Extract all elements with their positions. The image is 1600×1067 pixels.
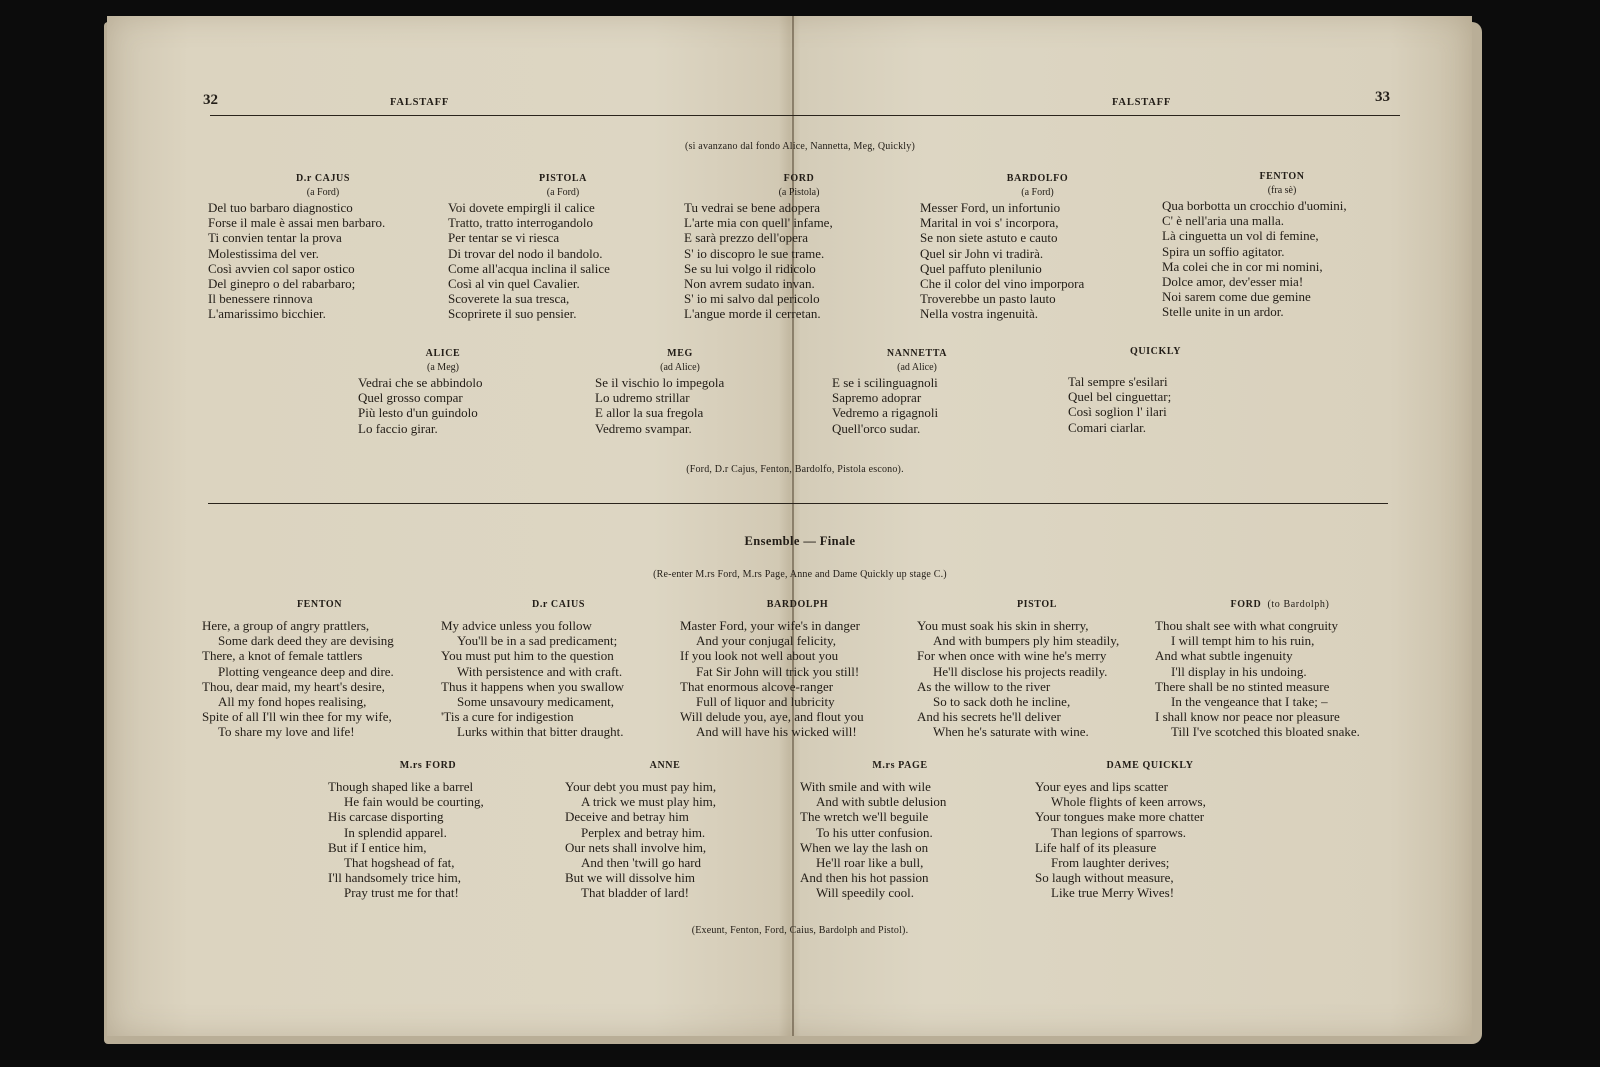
verse-line: Stelle unite in un ardor. (1162, 304, 1284, 320)
verse-line: Per tentar se vi riesca (448, 230, 560, 246)
verse-line: So laugh without measure, (1035, 870, 1174, 886)
en-part-caius (441, 599, 676, 740)
verse-line: Master Ford, your wife's in danger (680, 618, 860, 633)
character-name: M.rs PAGE (872, 760, 928, 771)
en-part-bardolph (680, 599, 915, 740)
verse-line: In the vengeance that I take; – (1171, 694, 1328, 710)
verse-line: And will have his wicked will! (696, 724, 857, 740)
verse-line: The wretch we'll beguile (800, 809, 929, 825)
verse-line: Che il color del vino imporpora (920, 276, 1085, 292)
verse-line: Se il vischio lo impegola (595, 375, 725, 390)
verse-lines (358, 375, 528, 436)
verse-line: L'angue morde il cerretan. (684, 306, 821, 322)
verse-line: When he's saturate with wine. (933, 724, 1089, 740)
verse-line: Molestissima del ver. (208, 245, 319, 261)
verse-line: Se non siete astuto e cauto (920, 230, 1058, 246)
verse-line: He'll disclose his projects readily. (933, 663, 1108, 679)
verse-line: Troverebbe un pasto lauto (920, 291, 1056, 307)
verse-line: You must soak his skin in sherry, (917, 618, 1089, 633)
verse-line: S' io mi salvo dal pericolo (684, 291, 820, 307)
verse-line: My advice unless you follow (441, 618, 592, 633)
verse-line: A trick we must play him, (581, 794, 717, 810)
it-part-cajus (208, 173, 438, 322)
verse-line: With smile and with wile (800, 779, 931, 794)
verse-line: E allor la sua fregola (595, 405, 704, 421)
verse-line: Though shaped like a barrel (328, 779, 474, 794)
verse-lines (684, 200, 914, 322)
verse-line: When we lay the lash on (800, 839, 929, 855)
running-head-right: FALSTAFF (1112, 97, 1172, 108)
character-name: BARDOLPH (766, 599, 829, 610)
verse-line: Vedremo a rigagnoli (832, 405, 939, 421)
character-direction: (ad Alice) (897, 362, 937, 373)
verse-line: There, a knot of female tattlers (202, 648, 363, 664)
verse-line: Your debt you must pay him, (565, 779, 717, 794)
it-part-quickly (1068, 346, 1243, 435)
character-name: FENTON (1259, 171, 1305, 182)
verse-line: Fat Sir John will trick you still! (696, 663, 860, 679)
verse-line: Noi sarem come due gemine (1162, 289, 1311, 305)
verse-line: He'll roar like a bull, (816, 855, 924, 871)
verse-line: I'll handsomely trice him, (328, 870, 462, 886)
verse-line: Spite of all I'll win thee for my wife, (202, 709, 392, 725)
en-part-anne (565, 760, 765, 901)
verse-line: From laughter derives; (1051, 855, 1170, 871)
verse-line: But if I entice him, (328, 839, 427, 855)
stage-direction-italian-top: (si avanzano dal fondo Alice, Nannetta, Meg, Quickly) (685, 141, 915, 152)
verse-line: Some dark deed they are devising (218, 633, 394, 649)
header-rule (210, 115, 1400, 116)
verse-line: You must put him to the question (441, 648, 614, 664)
verse-line: Vedrai che se abbindolo (358, 375, 483, 390)
verse-line: Comari ciarlar. (1068, 419, 1146, 435)
section-rule (208, 503, 1388, 504)
verse-line: E sarà prezzo dell'opera (684, 230, 808, 246)
open-book-spread (107, 16, 1472, 1036)
verse-line: Lo faccio girar. (358, 420, 438, 436)
verse-line: S' io discopro le sue trame. (684, 245, 825, 261)
it-part-pistola (448, 173, 678, 322)
character-name: ANNE (649, 760, 681, 771)
character-name: M.rs FORD (399, 760, 457, 771)
verse-line: Quel paffuto plenilunio (920, 260, 1042, 276)
verse-line: Like true Merry Wives! (1051, 885, 1175, 901)
character-name: NANNETTA (886, 348, 948, 359)
verse-line: Forse il male è assai men barbaro. (208, 215, 386, 231)
verse-line: I will tempt him to his ruin, (1171, 633, 1315, 649)
character-name: FORD (783, 173, 815, 184)
it-part-bardolfo (920, 173, 1155, 322)
book-gutter (792, 16, 794, 1036)
verse-line: Thus it happens when you swallow (441, 678, 625, 694)
verse-line: Plotting vengeance deep and dire. (218, 663, 394, 679)
character-name: PISTOL (1016, 599, 1058, 610)
verse-line: And then his hot passion (800, 870, 929, 886)
running-head-left: FALSTAFF (390, 97, 450, 108)
verse-line: Your eyes and lips scatter (1035, 779, 1168, 794)
verse-line: Come all'acqua inclina il salice (448, 260, 610, 276)
it-part-ford (684, 173, 914, 322)
verse-line: Di trovar del nodo il bandolo. (448, 245, 603, 261)
verse-lines (1155, 618, 1405, 740)
character-name: FENTON (296, 599, 343, 610)
verse-lines (208, 200, 438, 322)
verse-line: Our nets shall involve him, (565, 839, 707, 855)
verse-line: L'arte mia con quell' infame, (684, 215, 833, 231)
verse-line: There shall be no stinted measure (1155, 678, 1330, 694)
character-direction: (a Ford) (306, 187, 340, 198)
verse-line: In splendid apparel. (344, 824, 447, 840)
verse-line: Till I've scotched this bloated snake. (1171, 724, 1360, 740)
verse-line: Più lesto d'un guindolo (358, 405, 478, 421)
verse-line: Full of liquor and lubricity (696, 694, 835, 710)
verse-lines (920, 200, 1155, 322)
verse-line: For when once with wine he's merry (917, 648, 1107, 664)
en-part-pistol (917, 599, 1157, 740)
verse-line: Life half of its pleasure (1035, 839, 1157, 855)
verse-lines (565, 779, 765, 901)
page-number-left: 32 (203, 92, 218, 108)
en-part-mrs-page (800, 760, 1000, 901)
verse-line: Vedremo svampar. (595, 420, 692, 436)
character-name (1155, 599, 1405, 610)
verse-line: Here, a group of angry prattlers, (202, 618, 370, 633)
verse-lines (328, 779, 528, 901)
verse-lines (441, 618, 676, 740)
it-part-alice (358, 348, 528, 436)
character-name: QUICKLY (1129, 346, 1182, 357)
verse-line: Deceive and betray him (565, 809, 689, 825)
character-name: MEG (667, 348, 693, 359)
verse-line: Qua borbotta un crocchio d'uomini, (1162, 198, 1347, 213)
verse-line: Some unsavoury medicament, (457, 694, 615, 710)
verse-line: Sapremo adoprar (832, 390, 922, 406)
character-name: D.r CAIUS (532, 599, 585, 610)
character-name: ALICE (425, 348, 461, 359)
character-name-text: FORD (1230, 599, 1262, 610)
verse-lines (448, 200, 678, 322)
verse-line: That bladder of lard! (581, 885, 689, 901)
verse-lines (595, 375, 765, 436)
verse-line: Quel sir John vi tradirà. (920, 245, 1044, 261)
it-part-nannetta (832, 348, 1002, 436)
character-name: D.r CAJUS (295, 173, 351, 184)
verse-line: Voi dovete empirgli il calice (448, 200, 595, 215)
verse-line: Così avvien col sapor ostico (208, 260, 355, 276)
verse-line: And what subtle ingenuity (1155, 648, 1293, 664)
verse-line: Tal sempre s'esilari (1068, 374, 1168, 389)
verse-line: As the willow to the river (917, 678, 1051, 694)
character-name: DAME QUICKLY (1106, 760, 1194, 771)
verse-lines (202, 618, 437, 740)
verse-lines (832, 375, 1002, 436)
verse-line: Ma colei che in cor mi nomini, (1162, 258, 1323, 274)
verse-line: And with bumpers ply him steadily, (933, 633, 1120, 649)
verse-line: Tratto, tratto interrogandolo (448, 215, 594, 231)
verse-line: Messer Ford, un infortunio (920, 200, 1061, 215)
verse-line: To his utter confusion. (816, 824, 933, 840)
verse-line: Il benessere rinnova (208, 291, 313, 307)
it-part-meg (595, 348, 765, 436)
stage-direction-italian-bottom: (Ford, D.r Cajus, Fenton, Bardolfo, Pistola escono). (686, 464, 904, 475)
verse-line: He fain would be courting, (344, 794, 484, 810)
verse-lines (917, 618, 1157, 740)
verse-line: And then 'twill go hard (581, 855, 702, 871)
en-part-dame-quickly (1035, 760, 1265, 901)
en-part-fenton (202, 599, 437, 740)
verse-lines (680, 618, 915, 740)
character-name: BARDOLFO (1006, 173, 1069, 184)
verse-line: Così soglion l' ilari (1068, 404, 1167, 420)
verse-line: Là cinguetta un vol di femine, (1162, 228, 1319, 244)
verse-line: Così al vin quel Cavalier. (448, 276, 580, 292)
verse-line: 'Tis a cure for indigestion (441, 709, 574, 725)
verse-line: That hogshead of fat, (344, 855, 455, 871)
verse-line: Quell'orco sudar. (832, 420, 921, 436)
verse-lines (800, 779, 1000, 901)
en-part-ford (1155, 599, 1405, 740)
character-name: PISTOLA (539, 173, 587, 184)
verse-line: I shall know nor peace nor pleasure (1155, 709, 1340, 725)
stage-direction-english-bottom: (Exeunt, Fenton, Ford, Caius, Bardolph and Pistol). (691, 925, 909, 936)
verse-line: And with subtle delusion (816, 794, 947, 810)
verse-line: Thou shalt see with what congruity (1155, 618, 1339, 633)
verse-line: All my fond hopes realising, (218, 694, 367, 710)
verse-line: I'll display in his undoing. (1171, 663, 1307, 679)
verse-line: Your tongues make more chatter (1035, 809, 1205, 825)
verse-line: Lurks within that bitter draught. (457, 724, 624, 740)
verse-line: Spira un soffio agitator. (1162, 243, 1285, 259)
verse-line: Del ginepro o del rabarbaro; (208, 276, 356, 292)
verse-lines (1162, 198, 1402, 320)
verse-line: And your conjugal felicity, (696, 633, 836, 649)
character-direction: (fra sè) (1267, 185, 1297, 196)
verse-line: Pray trust me for that! (344, 885, 459, 901)
verse-line: If you look not well about you (680, 648, 839, 664)
verse-line: Will speedily cool. (816, 885, 915, 901)
verse-line: Ti convien tentar la prova (208, 230, 342, 246)
verse-line: Del tuo barbaro diagnostico (208, 200, 353, 215)
verse-line: That enormous alcove-ranger (680, 678, 834, 694)
verse-line: Non avrem sudato invan. (684, 276, 815, 292)
it-part-fenton (1162, 171, 1402, 320)
verse-line: Scoverete la sua tresca, (448, 291, 570, 307)
verse-line: But we will dissolve him (565, 870, 695, 886)
verse-line: You'll be in a sad predicament; (457, 633, 618, 649)
character-direction: (a Ford) (1021, 187, 1054, 198)
page-number-right: 33 (1375, 89, 1390, 105)
verse-line: Whole flights of keen arrows, (1051, 794, 1206, 810)
verse-line: Nella vostra ingenuità. (920, 306, 1039, 322)
character-direction (1068, 360, 1243, 372)
verse-line: Quel grosso compar (358, 390, 463, 406)
ensemble-heading: Ensemble — Finale (744, 534, 856, 548)
verse-line: Tu vedrai se bene adopera (684, 200, 820, 215)
verse-line: Than legions of sparrows. (1051, 824, 1187, 840)
verse-line: Thou, dear maid, my heart's desire, (202, 678, 385, 694)
character-direction: (to Bardolph) (1267, 599, 1330, 610)
en-part-mrs-ford (328, 760, 528, 901)
verse-line: Quel bel cinguettar; (1068, 389, 1172, 405)
character-direction: (ad Alice) (660, 362, 700, 373)
verse-lines (1068, 374, 1243, 435)
verse-line: Scoprirete il suo pensier. (448, 306, 577, 322)
verse-lines (1035, 779, 1265, 901)
verse-line: Perplex and betray him. (581, 824, 706, 840)
character-direction: (a Ford) (546, 187, 580, 198)
stage-direction-english-top: (Re-enter M.rs Ford, M.rs Page, Anne and Dame Quickly up stage C.) (653, 569, 947, 580)
verse-line: Marital in voi s' incorpora, (920, 215, 1059, 231)
verse-line: Se su lui volgo il ridicolo (684, 260, 816, 276)
character-direction: (a Pistola) (778, 187, 820, 198)
verse-line: C' è nell'aria una malla. (1162, 213, 1284, 229)
verse-line: His carcase disporting (328, 809, 444, 825)
verse-line: L'amarissimo bicchier. (208, 306, 326, 322)
character-direction: (a Meg) (427, 362, 459, 373)
verse-line: To share my love and life! (218, 724, 355, 740)
verse-line: With persistence and with craft. (457, 663, 623, 679)
verse-line: And his secrets he'll deliver (917, 709, 1061, 725)
verse-line: E se i scilinguagnoli (832, 375, 938, 390)
verse-line: Lo udremo strillar (595, 390, 690, 406)
verse-line: Will delude you, aye, and flout you (680, 709, 864, 725)
verse-line: Dolce amor, dev'esser mia! (1162, 274, 1304, 290)
verse-line: So to sack doth he incline, (933, 694, 1071, 710)
